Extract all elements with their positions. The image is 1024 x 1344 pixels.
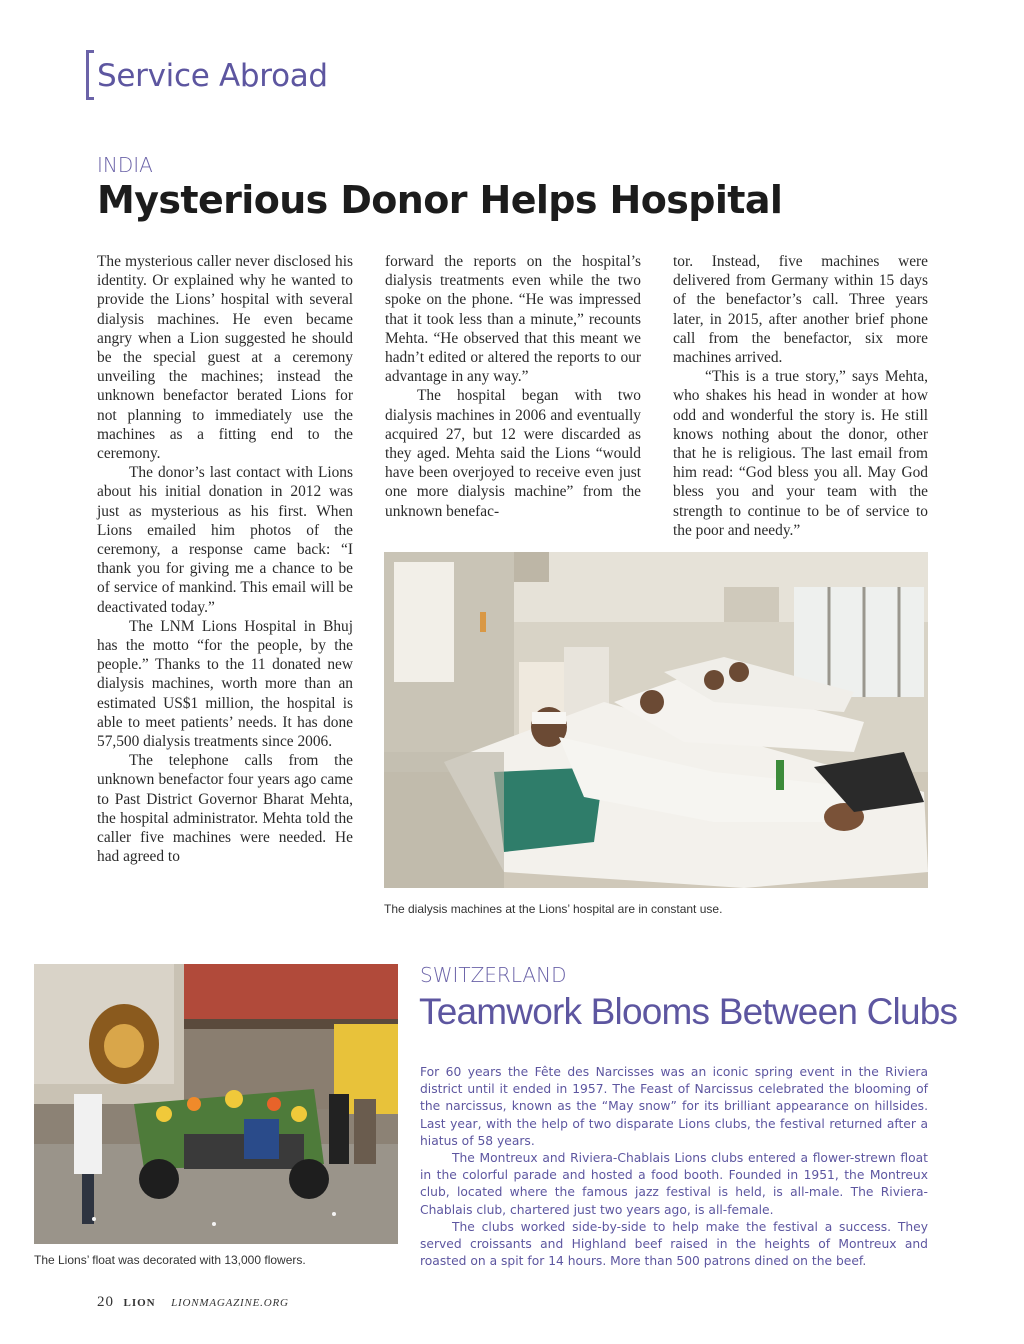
india-column-2 bbox=[385, 252, 641, 521]
india-column-1 bbox=[97, 252, 353, 867]
float-photo-caption: The Lions’ float was decorated with 13,000 flowers. bbox=[34, 1253, 306, 1267]
paragraph: The hospital began with two dialysis machines in 2006 and eventually acquired 27, but 12 were discarded as they aged. Mehta said the Lions “would have been overjoyed to receive even just one more dialysis machine” from the unknown benefac- bbox=[385, 387, 641, 520]
india-kicker: INDIA bbox=[97, 153, 153, 177]
section-bracket bbox=[86, 50, 94, 100]
paragraph: “This is a true story,” says Mehta, who shakes his head in wonder at how odd and wonderful the story is. He still knows nothing about the donor, other that he is religious. The last email from him read: “God bless you all. May God bless you and your team with the strength to continue to be of service to the poor and needy.” bbox=[673, 368, 928, 539]
float-photo bbox=[34, 964, 398, 1244]
magazine-website: LIONMAGAZINE.ORG bbox=[171, 1297, 289, 1309]
page-number: 20 bbox=[97, 1294, 114, 1310]
switzerland-headline: Teamwork Blooms Between Clubs bbox=[419, 991, 958, 1032]
paragraph: tor. Instead, five machines were delivered from Germany within 15 days of the benefactor’s call. Three years later, in 2015, after another brief phone call from the benefactor, six more machines arrived. bbox=[673, 253, 928, 367]
hospital-photo bbox=[384, 552, 928, 888]
section-label: Service Abroad bbox=[97, 58, 328, 94]
paragraph: For 60 years the Fête des Narcisses was an iconic spring event in the Riviera district until it ended in 1957. The Feast of Narcissus celebrated the blooming of the narcissus, known as the “May snow” for its brilliant appearance on hillsides. Last year, with the help of two disparate Lions clubs, the festival returned after a hiatus of 58 years. bbox=[420, 1065, 928, 1148]
paragraph: The clubs worked side-by-side to help make the festival a success. They served croissants and Highland beef raised in the heights of Montreux and roasted on a spit for 14 hours. More than 500 patrons dined on the beef. bbox=[420, 1219, 928, 1269]
switzerland-body bbox=[420, 1064, 928, 1270]
paragraph: forward the reports on the hospital’s dialysis treatments even while the two spoke on the phone. “He was impressed that it took less than a minute,” recounts Mehta. “He observed that this meant we hadn’t edited or altered the reports to our advantage in any way.” bbox=[385, 253, 641, 386]
paragraph: The telephone calls from the unknown benefactor four years ago came to Past District Governor Bharat Mehta, the hospital administrator. Mehta told the caller five machines were needed. He had agreed to bbox=[97, 752, 353, 866]
page-footer bbox=[97, 1294, 289, 1311]
india-column-3 bbox=[673, 252, 928, 540]
paragraph: The donor’s last contact with Lions about his initial donation in 2012 was just as mysterious as his first. When Lions emailed him photos of the ceremony, a response came back: “I thank you for giving me a chance to be of service of mankind. This email will be deactivated today.” bbox=[97, 464, 353, 616]
paragraph: The LNM Lions Hospital in Bhuj has the motto “for the people, by the people.” Thanks to the 11 donated new dialysis machines, worth more than an estimated US$1 million, the hospital is able to meet patients’ needs. It has done 57,500 dialysis treatments since 2006. bbox=[97, 617, 353, 751]
paragraph: The mysterious caller never disclosed his identity. Or explained why he wanted to provide the Lions’ hospital with several dialysis machines. He even became angry when a Lion suggested he should be the special guest at a ceremony unveiling the machines; instead the unknown benefactor berated Lions for not planning to immediately use the machines as a fitting end to the ceremony. bbox=[97, 253, 353, 463]
paragraph: The Montreux and Riviera-Chablais Lions clubs entered a flower-strewn float in the colorful parade and hosted a food booth. Founded in 1951, the Montreux club, located where the famous jazz festival is held, is all-male. The Riviera-Chablais club, chartered just two years ago, is all-female. bbox=[420, 1151, 928, 1217]
magazine-name: LION bbox=[123, 1297, 156, 1309]
switzerland-kicker: SWITZERLAND bbox=[420, 963, 567, 987]
india-headline: Mysterious Donor Helps Hospital bbox=[97, 178, 783, 222]
hospital-photo-caption: The dialysis machines at the Lions’ hospital are in constant use. bbox=[384, 902, 723, 916]
